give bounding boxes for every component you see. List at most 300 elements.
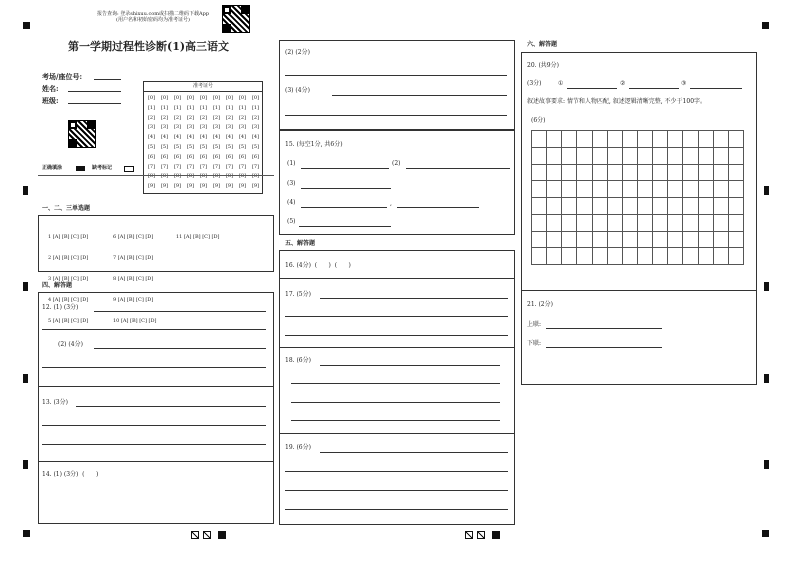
essay-cell[interactable] [593, 232, 608, 249]
essay-cell[interactable] [608, 215, 623, 232]
exam-number-bubble[interactable]: [5] [147, 143, 156, 150]
mc-q6[interactable]: 6 [A] [B] [C] [D] [113, 234, 154, 240]
essay-cell[interactable] [638, 181, 653, 198]
essay-cell[interactable] [608, 181, 623, 198]
mc-q7[interactable]: 7 [A] [B] [C] [D] [113, 255, 154, 261]
exam-number-bubble[interactable]: [0] [186, 95, 195, 101]
essay-cell[interactable] [653, 248, 668, 265]
exam-number-bubble[interactable]: [6] [147, 153, 156, 160]
essay-cell[interactable] [653, 165, 668, 182]
essay-cell[interactable] [653, 148, 668, 165]
exam-number-bubble[interactable]: [2] [147, 114, 156, 121]
essay-cell[interactable] [714, 181, 729, 198]
essay-cell[interactable] [577, 248, 592, 265]
essay-cell[interactable] [638, 215, 653, 232]
answer-line[interactable] [42, 367, 266, 368]
exam-number-column[interactable] [223, 94, 236, 192]
exam-number-bubble[interactable]: [3] [251, 124, 260, 131]
divider [521, 290, 757, 291]
q15-3-label: (3) [287, 180, 296, 187]
exam-number-bubble[interactable]: [0] [173, 95, 182, 101]
essay-cell[interactable] [623, 148, 638, 165]
page-code-mark [218, 531, 226, 539]
exam-number-bubble[interactable]: [4] [173, 134, 182, 141]
essay-cell[interactable] [653, 131, 668, 148]
essay-cell[interactable] [714, 232, 729, 249]
mc-q1[interactable]: 1 [A] [B] [C] [D] [48, 234, 89, 240]
exam-number-bubble[interactable]: [8] [186, 173, 195, 180]
exam-number-bubble[interactable]: [5] [160, 143, 169, 150]
exam-number-bubble[interactable]: [6] [160, 153, 169, 160]
q21-lower-answer-line[interactable] [546, 347, 662, 348]
exam-number-bubble[interactable]: [0] [238, 95, 247, 101]
essay-cell[interactable] [562, 215, 577, 232]
essay-cell[interactable] [683, 215, 698, 232]
essay-cell[interactable] [547, 131, 562, 148]
q15-1-label: (1) [287, 160, 296, 167]
exam-number-bubble[interactable]: [9] [225, 183, 234, 190]
essay-cell[interactable] [623, 215, 638, 232]
exam-number-columns[interactable] [145, 94, 262, 192]
essay-cell[interactable] [699, 215, 714, 232]
mc-q11[interactable]: 11 [A] [B] [C] [D] [176, 234, 220, 240]
answer-line[interactable] [285, 75, 507, 76]
essay-cell[interactable] [547, 198, 562, 215]
exam-number-bubble[interactable]: [1] [225, 104, 234, 111]
q20-circle3: ③ [681, 80, 687, 87]
exam-number-bubble[interactable]: [3] [186, 124, 195, 131]
exam-number-column[interactable] [236, 94, 249, 192]
essay-cell[interactable] [653, 181, 668, 198]
q21-upper-label: 上联: [527, 321, 542, 328]
q14-3-answer-line[interactable] [332, 95, 507, 96]
essay-cell[interactable] [532, 181, 547, 198]
essay-cell[interactable] [562, 248, 577, 265]
section1-col3[interactable] [176, 222, 219, 246]
exam-number-bubble[interactable]: [2] [160, 114, 169, 121]
exam-number-bubble[interactable]: [7] [225, 163, 234, 170]
section4-box [38, 292, 274, 524]
exam-number-bubble[interactable]: [2] [212, 114, 221, 121]
exam-number-column[interactable] [197, 94, 210, 192]
q20-blank1[interactable] [567, 88, 617, 89]
essay-cell[interactable] [593, 148, 608, 165]
exam-number-bubble[interactable]: [8] [160, 173, 169, 180]
essay-cell[interactable] [532, 165, 547, 182]
essay-cell[interactable] [699, 148, 714, 165]
essay-cell[interactable] [729, 232, 744, 249]
exam-number-bubble[interactable]: [7] [238, 163, 247, 170]
essay-cell[interactable] [623, 232, 638, 249]
exam-number-bubble[interactable]: [4] [160, 134, 169, 141]
essay-cell[interactable] [714, 165, 729, 182]
exam-number-bubble[interactable]: [3] [225, 124, 234, 131]
exam-number-bubble[interactable]: [5] [225, 143, 234, 150]
exam-number-bubble[interactable]: [9] [199, 183, 208, 190]
answer-line[interactable] [285, 509, 508, 510]
essay-cell[interactable] [714, 148, 729, 165]
mc-q4[interactable]: 4 [A] [B] [C] [D] [48, 297, 89, 303]
essay-cell[interactable] [577, 148, 592, 165]
essay-cell[interactable] [593, 198, 608, 215]
essay-cell[interactable] [638, 232, 653, 249]
essay-cell[interactable] [638, 248, 653, 265]
essay-grid[interactable] [531, 130, 744, 265]
q20-blank2[interactable] [629, 88, 679, 89]
exam-number-bubble[interactable]: [3] [173, 124, 182, 131]
exam-number-bubble[interactable]: [9] [147, 183, 156, 190]
essay-cell[interactable] [562, 148, 577, 165]
exam-number-bubble[interactable]: [1] [173, 104, 182, 111]
exam-number-bubble[interactable]: [1] [212, 104, 221, 111]
essay-cell[interactable] [699, 181, 714, 198]
q18-answer-line[interactable] [320, 365, 500, 366]
section5-title: 五、解答题 [285, 240, 316, 247]
exam-number-bubble[interactable]: [7] [160, 163, 169, 170]
exam-number-bubble[interactable]: [0] [160, 95, 169, 101]
essay-cell[interactable] [683, 148, 698, 165]
exam-room-field[interactable] [94, 79, 121, 80]
q19-label: 19. (6分) [285, 444, 311, 451]
essay-cell[interactable] [638, 165, 653, 182]
answer-line[interactable] [291, 402, 500, 403]
essay-cell[interactable] [729, 148, 744, 165]
exam-number-bubble[interactable]: [1] [160, 104, 169, 111]
essay-cell[interactable] [668, 248, 683, 265]
exam-number-column[interactable] [171, 94, 184, 192]
exam-number-bubble[interactable]: [7] [147, 163, 156, 170]
q12-1-answer-line[interactable] [94, 311, 266, 312]
exam-number-bubble[interactable]: [0] [212, 95, 221, 101]
q21-upper-answer-line[interactable] [546, 328, 662, 329]
essay-cell[interactable] [729, 248, 744, 265]
exam-number-column[interactable] [249, 94, 262, 192]
class-label: 班级: [42, 96, 59, 105]
essay-cell[interactable] [593, 131, 608, 148]
q15-2-label: (2) [392, 160, 401, 167]
q15-1-answer-line[interactable] [301, 168, 389, 169]
timing-mark [23, 460, 28, 469]
exam-number-bubble[interactable]: [9] [186, 183, 195, 190]
divider [279, 278, 515, 279]
q15-4-label: (4) [287, 199, 296, 206]
essay-cell[interactable] [608, 131, 623, 148]
essay-cell[interactable] [714, 198, 729, 215]
q15-4b-answer-line[interactable] [397, 207, 479, 208]
exam-number-bubble[interactable]: [4] [147, 134, 156, 141]
essay-cell[interactable] [683, 232, 698, 249]
essay-cell[interactable] [729, 198, 744, 215]
essay-cell[interactable] [623, 165, 638, 182]
q16-label[interactable]: 16. (4分) ( ) ( ) [285, 262, 351, 269]
answer-line[interactable] [291, 383, 500, 384]
exam-number-bubble[interactable]: [1] [251, 104, 260, 111]
timing-mark [764, 374, 769, 383]
essay-cell[interactable] [547, 148, 562, 165]
exam-number-bubble[interactable]: [5] [251, 143, 260, 150]
essay-cell[interactable] [623, 131, 638, 148]
q15-label: 15. (每空1分, 共6分) [285, 141, 343, 148]
answer-line[interactable] [42, 329, 266, 330]
essay-cell[interactable] [623, 198, 638, 215]
exam-number-bubble[interactable]: [5] [173, 143, 182, 150]
q20-label: 20. (共9分) [527, 62, 559, 69]
essay-cell[interactable] [729, 181, 744, 198]
essay-cell[interactable] [593, 215, 608, 232]
essay-cell[interactable] [532, 248, 547, 265]
exam-number-bubble[interactable]: [6] [238, 153, 247, 160]
essay-cell[interactable] [593, 181, 608, 198]
essay-cell[interactable] [577, 215, 592, 232]
exam-number-bubble[interactable]: [7] [186, 163, 195, 170]
essay-cell[interactable] [683, 131, 698, 148]
essay-cell[interactable] [532, 131, 547, 148]
exam-number-bubble[interactable]: [4] [225, 134, 234, 141]
essay-cell[interactable] [593, 248, 608, 265]
exam-number-bubble[interactable]: [6] [251, 153, 260, 160]
essay-cell[interactable] [608, 232, 623, 249]
q20-circle2: ② [620, 80, 626, 87]
essay-cell[interactable] [532, 232, 547, 249]
mc-q3[interactable]: 3 [A] [B] [C] [D] [48, 276, 89, 282]
essay-cell[interactable] [653, 232, 668, 249]
exam-number-bubble[interactable]: [2] [199, 114, 208, 121]
essay-cell[interactable] [668, 198, 683, 215]
exam-number-bubble[interactable]: [2] [251, 114, 260, 121]
q15-5-answer-line[interactable] [299, 226, 391, 227]
essay-cell[interactable] [668, 232, 683, 249]
essay-cell[interactable] [608, 248, 623, 265]
essay-cell[interactable] [532, 148, 547, 165]
page-code-mark [203, 531, 211, 539]
essay-cell[interactable] [577, 198, 592, 215]
essay-cell[interactable] [699, 248, 714, 265]
exam-number-bubble[interactable]: [6] [173, 153, 182, 160]
essay-cell[interactable] [714, 131, 729, 148]
q20-blank3[interactable] [690, 88, 742, 89]
exam-number-bubble[interactable]: [6] [199, 153, 208, 160]
exam-number-bubble[interactable]: [9] [160, 183, 169, 190]
exam-number-bubble[interactable]: [2] [186, 114, 195, 121]
essay-cell[interactable] [638, 148, 653, 165]
exam-number-bubble[interactable]: [7] [212, 163, 221, 170]
exam-number-column[interactable] [210, 94, 223, 192]
exam-number-bubble[interactable]: [8] [199, 173, 208, 180]
exam-number-bubble[interactable]: [0] [225, 95, 234, 101]
answer-line[interactable] [291, 420, 500, 421]
q14-1-label[interactable]: 14. (1) (3分) ( ) [42, 471, 99, 478]
exam-number-bubble[interactable]: [1] [147, 104, 156, 111]
exam-number-bubble[interactable]: [4] [186, 134, 195, 141]
essay-cell[interactable] [699, 131, 714, 148]
section5-box [279, 250, 515, 525]
essay-cell[interactable] [653, 198, 668, 215]
essay-cell[interactable] [729, 131, 744, 148]
answer-line[interactable] [285, 316, 508, 317]
essay-cell[interactable] [638, 131, 653, 148]
essay-cell[interactable] [668, 181, 683, 198]
exam-number-bubble[interactable]: [6] [225, 153, 234, 160]
essay-cell[interactable] [608, 165, 623, 182]
essay-cell[interactable] [608, 198, 623, 215]
exam-number-bubble[interactable]: [8] [225, 173, 234, 180]
q20-3-label: (3分) [527, 80, 542, 87]
answer-line[interactable] [285, 490, 508, 491]
timing-mark [764, 282, 769, 291]
exam-number-bubble[interactable]: [6] [212, 153, 221, 160]
exam-number-bubble[interactable]: [2] [238, 114, 247, 121]
timing-mark [23, 374, 28, 383]
qr-code-icon [222, 5, 250, 33]
essay-cell[interactable] [683, 248, 698, 265]
exam-number-bubble[interactable]: [8] [251, 173, 260, 180]
essay-cell[interactable] [547, 181, 562, 198]
essay-cell[interactable] [577, 165, 592, 182]
exam-number-column[interactable] [158, 94, 171, 192]
exam-number-bubble[interactable]: [9] [238, 183, 247, 190]
essay-cell[interactable] [577, 131, 592, 148]
exam-number-bubble[interactable]: [7] [173, 163, 182, 170]
name-label: 姓名: [42, 84, 59, 93]
essay-cell[interactable] [532, 198, 547, 215]
q19-answer-line[interactable] [320, 452, 508, 453]
exam-number-bubble[interactable]: [7] [199, 163, 208, 170]
absent-mark-box[interactable] [124, 166, 134, 172]
essay-cell[interactable] [683, 181, 698, 198]
essay-cell[interactable] [729, 165, 744, 182]
exam-number-bubble[interactable]: [8] [173, 173, 182, 180]
exam-number-bubble[interactable]: [3] [199, 124, 208, 131]
essay-cell[interactable] [668, 165, 683, 182]
essay-cell[interactable] [699, 232, 714, 249]
exam-number-bubble[interactable]: [4] [199, 134, 208, 141]
answer-line[interactable] [285, 471, 508, 472]
essay-cell[interactable] [653, 215, 668, 232]
essay-cell[interactable] [562, 198, 577, 215]
answer-line[interactable] [42, 444, 266, 445]
essay-cell[interactable] [714, 248, 729, 265]
essay-cell[interactable] [608, 148, 623, 165]
exam-number-bubble[interactable]: [7] [251, 163, 260, 170]
q15-3-answer-line[interactable] [301, 188, 391, 189]
q15-4a-answer-line[interactable] [301, 207, 387, 208]
exam-number-bubble[interactable]: [6] [186, 153, 195, 160]
exam-number-bubble[interactable]: [4] [212, 134, 221, 141]
exam-number-bubble[interactable]: [5] [199, 143, 208, 150]
essay-cell[interactable] [577, 232, 592, 249]
exam-number-bubble[interactable]: [9] [173, 183, 182, 190]
exam-number-bubble[interactable]: [8] [212, 173, 221, 180]
exam-number-bubble[interactable]: [0] [199, 95, 208, 101]
name-field[interactable] [68, 91, 121, 92]
essay-cell[interactable] [729, 215, 744, 232]
essay-cell[interactable] [547, 248, 562, 265]
mc-q8[interactable]: 8 [A] [B] [C] [D] [113, 276, 154, 282]
exam-number-bubble[interactable]: [4] [238, 134, 247, 141]
divider [38, 386, 274, 387]
q20-requirement: 叙述故事要求: 情节和人物匹配, 叙述逻辑清晰完整, 不少于100字。 [527, 98, 707, 105]
exam-number-bubble[interactable]: [1] [186, 104, 195, 111]
mc-q10[interactable]: 10 [A] [B] [C] [D] [113, 318, 157, 324]
essay-cell[interactable] [683, 198, 698, 215]
report-note-line1: 报告查询: 登录shixuu.com或扫描二维码下载App [96, 11, 210, 17]
exam-number-header: 准考证号 [192, 83, 213, 89]
exam-number-bubble[interactable]: [4] [251, 134, 260, 141]
essay-cell[interactable] [668, 131, 683, 148]
q13-answer-line[interactable] [76, 406, 266, 407]
answer-line[interactable] [285, 335, 508, 336]
q17-answer-line[interactable] [320, 298, 508, 299]
essay-cell[interactable] [683, 165, 698, 182]
section1-title: 一、二、三单选题 [42, 205, 91, 212]
timing-mark [23, 186, 28, 195]
exam-number-bubble[interactable]: [1] [238, 104, 247, 111]
mc-q2[interactable]: 2 [A] [B] [C] [D] [48, 255, 89, 261]
exam-number-bubble[interactable]: [3] [212, 124, 221, 131]
essay-cell[interactable] [562, 232, 577, 249]
divider [38, 175, 274, 176]
corner-mark [762, 530, 769, 537]
exam-number-bubble[interactable]: [1] [199, 104, 208, 111]
exam-number-bubble[interactable]: [5] [238, 143, 247, 150]
exam-number-bubble[interactable]: [0] [251, 95, 260, 101]
class-field[interactable] [68, 103, 121, 104]
essay-cell[interactable] [714, 215, 729, 232]
exam-number-bubble[interactable]: [2] [225, 114, 234, 121]
section4-title: 四、解答题 [42, 282, 73, 289]
essay-cell[interactable] [562, 131, 577, 148]
essay-cell[interactable] [547, 165, 562, 182]
essay-cell[interactable] [593, 165, 608, 182]
q14-3-label: (3) (4分) [285, 87, 310, 94]
exam-number-bubble[interactable]: [9] [212, 183, 221, 190]
essay-cell[interactable] [699, 198, 714, 215]
essay-cell[interactable] [562, 181, 577, 198]
mc-q5[interactable]: 5 [A] [B] [C] [D] [48, 318, 89, 324]
exam-number-bubble[interactable]: [5] [212, 143, 221, 150]
exam-number-bubble[interactable]: [0] [147, 95, 156, 101]
essay-cell[interactable] [547, 215, 562, 232]
essay-cell[interactable] [577, 181, 592, 198]
exam-number-bubble[interactable]: [3] [238, 124, 247, 131]
exam-number-bubble[interactable]: [5] [186, 143, 195, 150]
essay-cell[interactable] [623, 248, 638, 265]
essay-cell[interactable] [638, 198, 653, 215]
essay-cell[interactable] [562, 165, 577, 182]
essay-cell[interactable] [699, 165, 714, 182]
exam-number-bubble[interactable]: [2] [173, 114, 182, 121]
exam-number-bubble[interactable]: [3] [147, 124, 156, 131]
essay-cell[interactable] [623, 181, 638, 198]
essay-cell[interactable] [668, 215, 683, 232]
exam-number-bubble[interactable]: [9] [251, 183, 260, 190]
q15-2-answer-line[interactable] [406, 168, 510, 169]
mc-q9[interactable]: 9 [A] [B] [C] [D] [113, 297, 154, 303]
q12-2-answer-line[interactable] [94, 348, 266, 349]
exam-number-bubble[interactable]: [8] [147, 173, 156, 180]
answer-line[interactable] [285, 115, 507, 116]
essay-cell[interactable] [547, 232, 562, 249]
exam-number-bubble[interactable]: [8] [238, 173, 247, 180]
exam-number-bubble[interactable]: [3] [160, 124, 169, 131]
essay-cell[interactable] [532, 215, 547, 232]
correct-fill-label: 正确填涂 [42, 165, 63, 171]
answer-line[interactable] [42, 425, 266, 426]
essay-cell[interactable] [668, 148, 683, 165]
exam-number-column[interactable] [145, 94, 158, 192]
exam-number-column[interactable] [184, 94, 197, 192]
exam-room-label: 考场/座位号: [42, 72, 83, 81]
